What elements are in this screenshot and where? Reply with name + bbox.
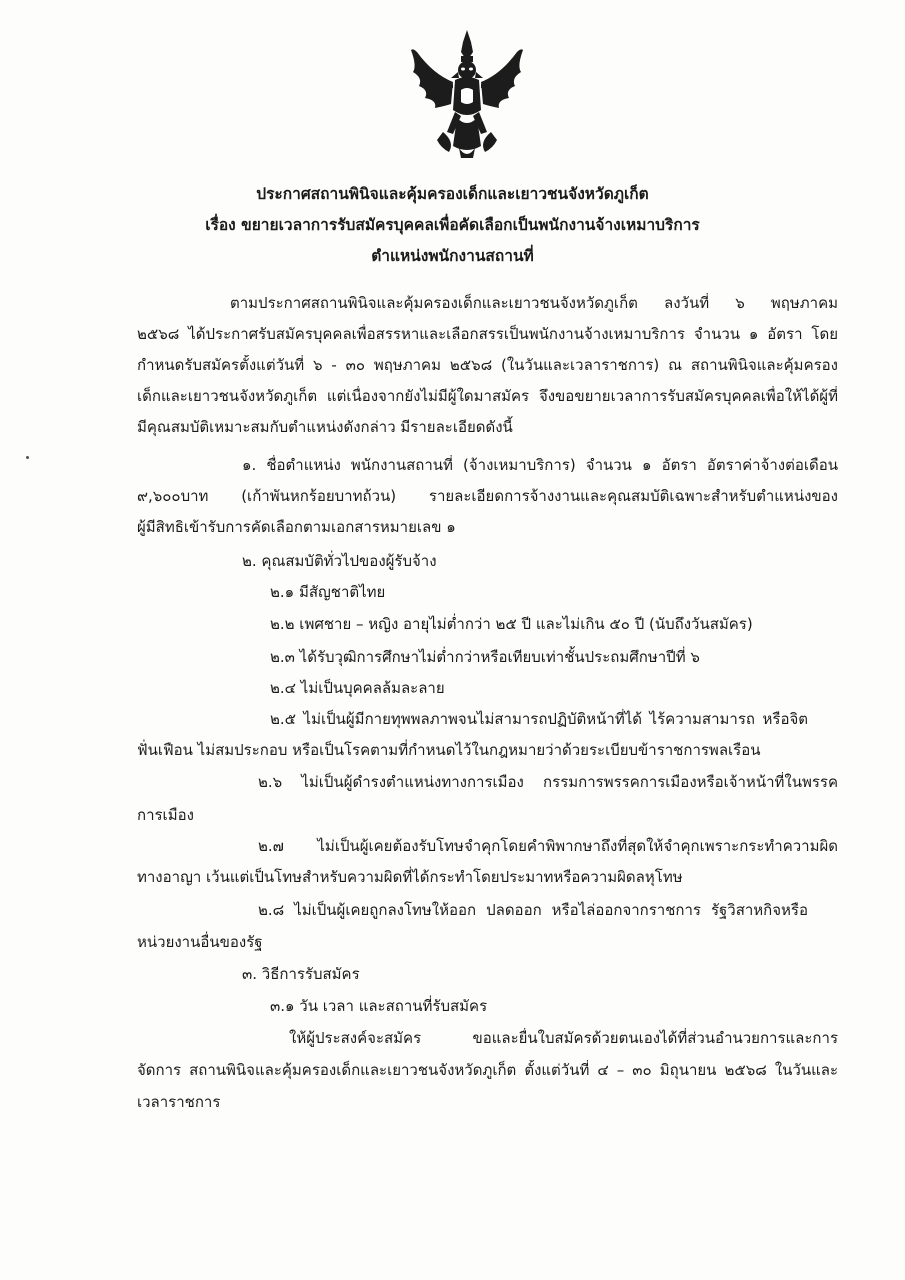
section2-item-7-line-2: ทางอาญา เว้นแต่เป็นโทษสำหรับความผิดที่ได้กระทำโดยประมาทหรือความผิดลหุโทษ bbox=[137, 868, 683, 886]
section1-line-3: ผู้มีสิทธิเข้ารับการคัดเลือกตามเอกสารหมายเลข ๑ bbox=[137, 518, 456, 536]
announcement-title: ประกาศสถานพินิจและคุ้มครองเด็กและเยาวชนจังหวัดภูเก็ต bbox=[256, 185, 649, 203]
section3-body-line-2: จัดการ สถานพินิจและคุ้มครองเด็กและเยาวชนจังหวัดภูเก็ต ตั้งแต่วันที่ ๔ – ๓๐ มิถุนายน ๒๕๖๘ ในวันและ bbox=[137, 1061, 838, 1079]
margin-mark bbox=[26, 456, 29, 459]
intro-line-4: เด็กและเยาวชนจังหวัดภูเก็ต แต่เนื่องจากยังไม่มีผู้ใดมาสมัคร จึงขอขยายเวลาการรับสมัครบุคคลเพื่อให้ได้ผู้ที่ bbox=[137, 387, 838, 405]
intro-line-1: ตามประกาศสถานพินิจและคุ้มครองเด็กและเยาวชนจังหวัดภูเก็ต ลงวันที่ ๖ พฤษภาคม bbox=[230, 294, 838, 312]
section3-body-line-1: ให้ผู้ประสงค์จะสมัคร ขอและยื่นใบสมัครด้วยตนเองได้ที่ส่วนอำนวยการและการ bbox=[289, 1029, 838, 1047]
section2-item-5-line-2: ฟั่นเฟือน ไม่สมประกอบ หรือเป็นโรคตามที่กำหนดไว้ในกฎหมายว่าด้วยระเบียบข้าราชการพลเรือน bbox=[137, 741, 761, 759]
section2-item-8-line-2: หน่วยงานอื่นของรัฐ bbox=[137, 933, 263, 951]
section3-heading: ๓. วิธีการรับสมัคร bbox=[242, 965, 360, 983]
section2-item-1: ๒.๑ มีสัญชาติไทย bbox=[270, 583, 386, 601]
announcement-subject: เรื่อง ขยายเวลาการรับสมัครบุคคลเพื่อคัดเลือกเป็นพนักงานจ้างเหมาบริการ bbox=[205, 216, 700, 234]
section1-line-2: ๙,๖๐๐บาท (เก้าพันหกร้อยบาทถ้วน) รายละเอียดการจ้างงานและคุณสมบัติเฉพาะสำหรับตำแหน่งของ bbox=[137, 487, 838, 505]
section3-sub-1: ๓.๑ วัน เวลา และสถานที่รับสมัคร bbox=[270, 997, 488, 1015]
section2-item-6-line-1: ๒.๖ ไม่เป็นผู้ดำรงตำแหน่งทางการเมือง กรรมการพรรคการเมืองหรือเจ้าหน้าที่ในพรรค bbox=[258, 773, 838, 791]
section2-item-5-line-1: ๒.๕ ไม่เป็นผู้มีกายทุพพลภาพจนไม่สามารถปฏิบัติหน้าที่ได้ ไร้ความสามารถ หรือจิต bbox=[270, 710, 808, 728]
section2-item-3: ๒.๓ ได้รับวุฒิการศึกษาไม่ต่ำกว่าหรือเทียบเท่าชั้นประถมศึกษาปีที่ ๖ bbox=[270, 648, 700, 666]
section2-heading: ๒. คุณสมบัติทั่วไปของผู้รับจ้าง bbox=[242, 552, 437, 570]
section2-item-7-line-1: ๒.๗ ไม่เป็นผู้เคยต้องรับโทษจำคุกโดยคำพิพากษาถึงที่สุดให้จำคุกเพราะกระทำความผิด bbox=[258, 837, 838, 855]
intro-line-3: กำหนดรับสมัครตั้งแต่วันที่ ๖ - ๓๐ พฤษภาคม ๒๕๖๘ (ในวันและเวลาราชการ) ณ สถานพินิจและคุ้มครอง bbox=[137, 356, 838, 374]
section2-item-8-line-1: ๒.๘ ไม่เป็นผู้เคยถูกลงโทษให้ออก ปลดออก หรือไล่ออกจากราชการ รัฐวิสาหกิจหรือ bbox=[258, 901, 808, 919]
intro-line-2: ๒๕๖๘ ได้ประกาศรับสมัครบุคคลเพื่อสรรหาและเลือกสรรเป็นพนักงานจ้างเหมาบริการ จำนวน ๑ อัตรา โดย bbox=[137, 325, 838, 343]
section3-body-line-3: เวลาราชการ bbox=[137, 1093, 221, 1111]
announcement-position: ตำแหน่งพนักงานสถานที่ bbox=[371, 247, 534, 265]
section2-item-6-line-2: การเมือง bbox=[137, 806, 194, 824]
garuda-emblem-icon bbox=[403, 28, 531, 160]
section2-item-4: ๒.๔ ไม่เป็นบุคคลล้มละลาย bbox=[270, 679, 445, 697]
section2-item-2: ๒.๒ เพศชาย – หญิง อายุไม่ต่ำกว่า ๒๕ ปี และไม่เกิน ๕๐ ปี (นับถึงวันสมัคร) bbox=[270, 615, 753, 633]
section1-line-1: ๑. ชื่อตำแหน่ง พนักงานสถานที่ (จ้างเหมาบริการ) จำนวน ๑ อัตรา อัตราค่าจ้างต่อเดือน bbox=[242, 456, 838, 474]
intro-line-5: มีคุณสมบัติเหมาะสมกับตำแหน่งดังกล่าว มีรายละเอียดดังนี้ bbox=[137, 418, 513, 436]
